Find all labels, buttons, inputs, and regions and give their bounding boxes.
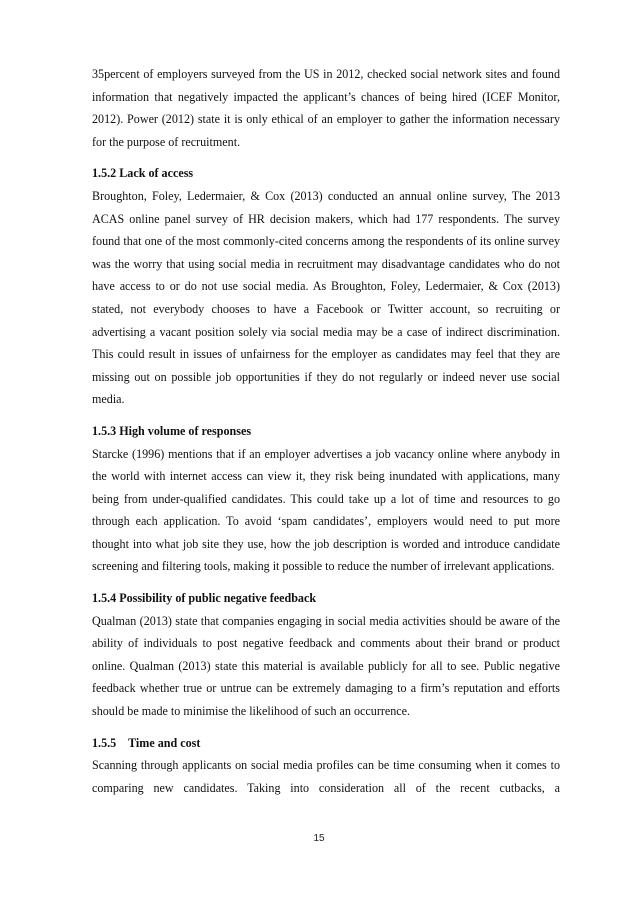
spacer	[92, 723, 560, 732]
section-heading: 1.5.4 Possibility of public negative feedback	[92, 591, 317, 606]
section-high-volume-of-responses	[92, 420, 560, 578]
section-lack-of-access	[92, 162, 560, 411]
section-time-and-cost	[92, 732, 560, 800]
spacer	[92, 578, 560, 587]
section-heading: 1.5.5 Time and cost	[92, 735, 201, 750]
document-page	[92, 63, 560, 799]
page-number: 15	[313, 833, 325, 844]
spacer	[92, 411, 560, 420]
section-public-negative-feedback	[92, 587, 560, 723]
section-heading: 1.5.3 High volume of responses	[92, 423, 252, 438]
spacer	[92, 153, 560, 162]
intro-paragraph: 35percent of employers surveyed from the US in 2012, checked social network sites and found information that negatively impacted the applicant’s chances of being hired (ICEF Monitor, 2012). Power (2012) state it is only ethical of an employer to gather the information necessary for the purpose of recruitment.	[92, 67, 560, 149]
section-body: Starcke (1996) mentions that if an employer advertises a job vacancy online where anybody in the world with internet access can view it, they risk being inundated with applications, many being from under-qualified candidates. This could take up a lot of time and resources to go through each application. To avoid ‘spam candidates’, employers would need to put more thought into what job site they use, how the job description is worded and introduce candidate screening and filtering tools, making it possible to reduce the number of irrelevant applications.	[92, 446, 560, 574]
section-body: Broughton, Foley, Ledermaier, & Cox (2013) conducted an annual online survey, The 2013 ACAS online panel survey of HR decision makers, which had 177 respondents. The survey found that one of the most commonly-cited concerns among the respondents of its online survey was the worry that using social media in recruitment may disadvantage candidates who do not have access to or do not use social media. As Broughton, Foley, Ledermaier, & Cox (2013) stated, not everybody chooses to have a Facebook or Twitter account, so recruiting or advertising a vacant position solely via social media may be a case of indirect discrimination. This could result in issues of unfairness for the employer as candidates may feel that they are missing out on possible job opportunities if they do not regularly or indeed never use social media.	[92, 188, 560, 407]
section-body: Scanning through applicants on social media profiles can be time consuming when it comes to comparing new candidates. Taking into consideration all of the recent cutbacks, a	[92, 758, 560, 795]
section-body: Qualman (2013) state that companies engaging in social media activities should be aware of the ability of individuals to post negative feedback and comments about their brand or product online. Qualman (2013) state this material is available publicly for all to see. Public negative feedback whether true or untrue can be extremely damaging to a firm’s reputation and efforts should be made to minimise the likelihood of such an occurrence.	[92, 613, 560, 719]
section-heading: 1.5.2 Lack of access	[92, 166, 194, 181]
